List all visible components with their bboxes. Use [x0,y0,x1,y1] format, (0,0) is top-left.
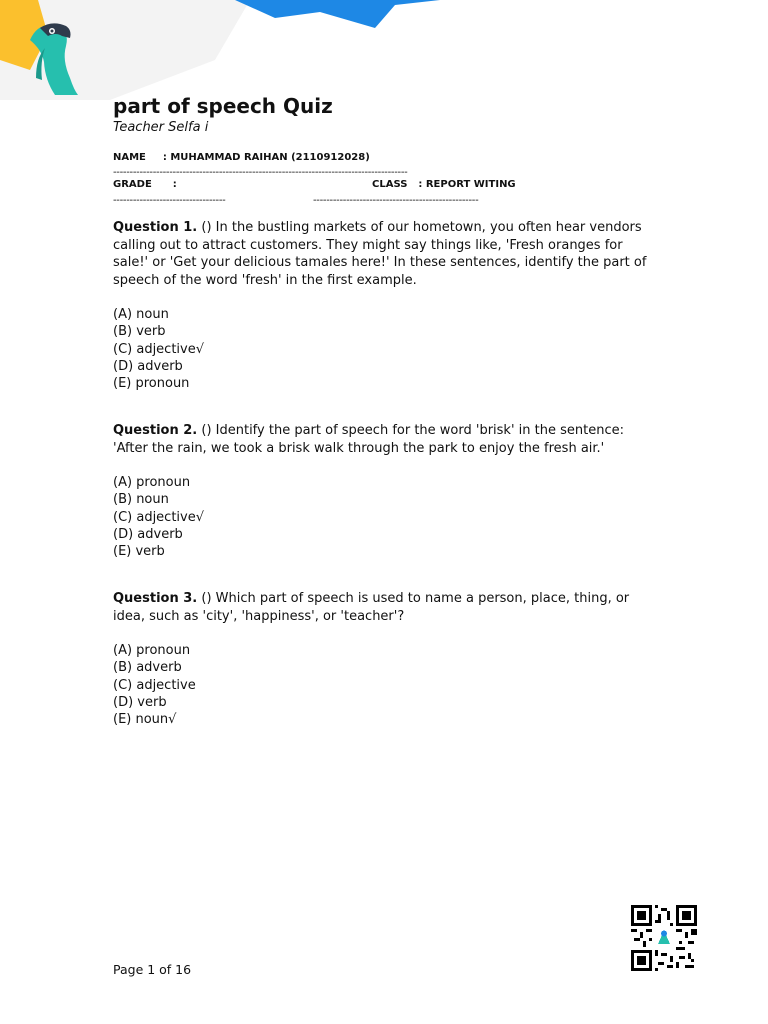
option-d: (D) adverb [113,358,183,374]
page-subtitle: Teacher Selfa i [113,120,209,135]
question-2 [113,422,653,560]
header-blue-shape [235,0,440,28]
class-label: CLASS [372,179,408,190]
options-list [113,306,653,392]
question-text [113,219,653,289]
grade-underline: ---------------------------------- [113,195,226,206]
question-number: Question 2. [113,423,198,438]
option-e: (E) verb [113,544,165,560]
question-body: () Which part of speech is used to name a person, place, thing, or idea, such as 'city', 'happiness', or 'teacher'? [113,591,630,624]
question-body: () In the bustling markets of our hometown, you often hear vendors calling out to attract customers. They might say things like, 'Fresh oranges for sale!' or 'Get your delicious tamales here!' In these sentences, identify the part of speech of the word 'fresh' in the first example. [113,220,647,288]
option-e: (E) pronoun [113,376,190,392]
grade-row [113,179,177,190]
option-c: (C) adjective [113,677,196,693]
question-3 [113,590,653,728]
question-text [113,422,653,457]
qr-code-icon [631,904,697,972]
options-list [113,474,653,560]
option-d: (D) verb [113,694,167,710]
option-b: (B) adverb [113,660,182,676]
name-underline: ----------------------------------------------------------------------------------------- [113,167,408,178]
option-d: (D) adverb [113,526,183,542]
option-e: (E) noun√ [113,712,177,728]
class-value: : REPORT WITING [418,179,516,190]
name-row [113,152,370,163]
page-number: Page 1 of 16 [113,962,192,977]
option-c: (C) adjective√ [113,341,205,357]
grade-label: GRADE [113,179,152,190]
name-value: : MUHAMMAD RAIHAN (2110912028) [162,152,370,163]
option-a: (A) noun [113,307,169,322]
header-banner [0,0,768,100]
option-c: (C) adjective√ [113,509,205,525]
question-text [113,590,653,625]
question-body: () Identify the part of speech for the word 'brisk' in the sentence: 'After the rain, we took a brisk walk through the park to enjoy the fresh air.' [113,423,624,456]
class-underline: -------------------------------------------------- [313,195,479,206]
grade-value: : [172,179,177,190]
title-block [113,92,673,136]
page-title: part of speech Quiz [113,94,333,118]
option-a: (A) pronoun [113,643,191,658]
question-1 [113,219,653,392]
options-list [113,642,653,728]
option-a: (A) pronoun [113,475,191,490]
question-number: Question 3. [113,591,198,606]
name-label: NAME [113,152,146,163]
option-b: (B) verb [113,324,166,340]
class-row [372,179,516,190]
question-number: Question 1. [113,220,198,235]
option-b: (B) noun [113,492,169,508]
